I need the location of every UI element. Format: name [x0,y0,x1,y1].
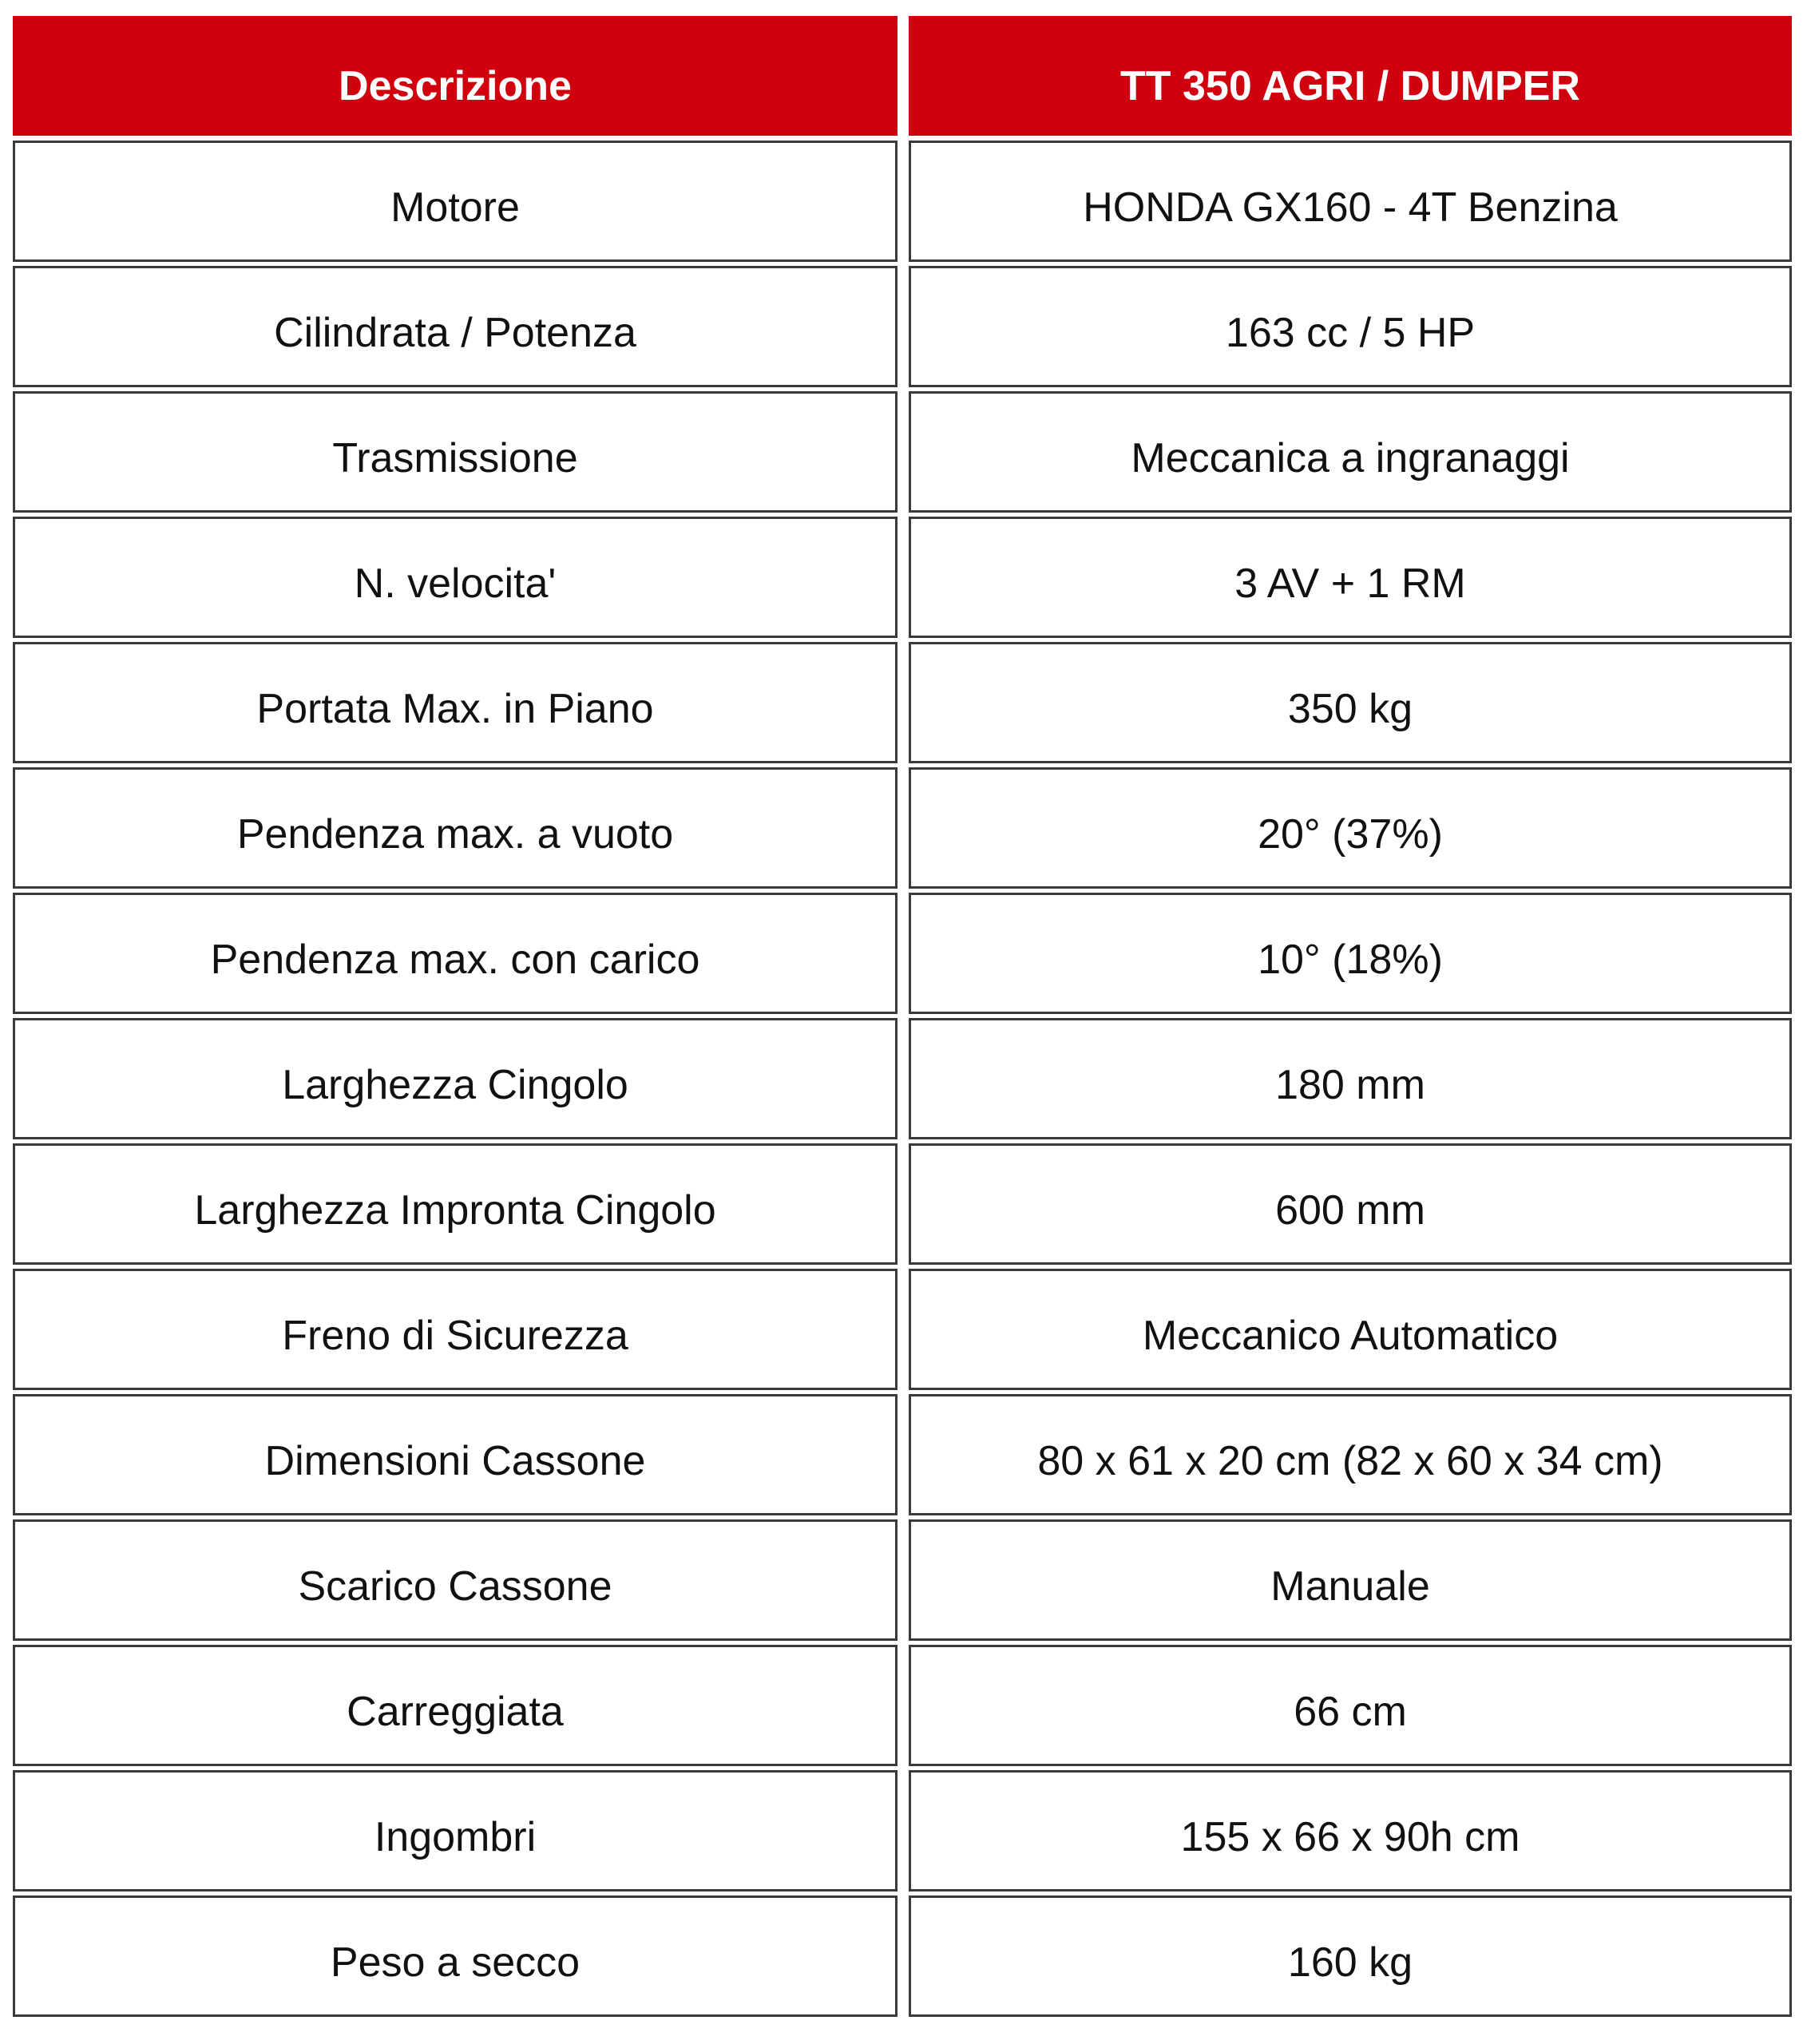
row-label: Motore [13,141,898,262]
row-label: Pendenza max. a vuoto [13,767,898,889]
row-label: Portata Max. in Piano [13,642,898,763]
header-description: Descrizione [13,16,898,136]
row-value: Manuale [909,1519,1792,1641]
row-value: 350 kg [909,642,1792,763]
row-label: Freno di Sicurezza [13,1269,898,1390]
row-label: Trasmissione [13,391,898,513]
header-model: TT 350 AGRI / DUMPER [909,16,1792,136]
row-label: N. velocita' [13,517,898,638]
row-value: 3 AV + 1 RM [909,517,1792,638]
row-value: HONDA GX160 - 4T Benzina [909,141,1792,262]
row-label: Scarico Cassone [13,1519,898,1641]
row-value: 20° (37%) [909,767,1792,889]
row-value: Meccanica a ingranaggi [909,391,1792,513]
row-value: 10° (18%) [909,893,1792,1014]
row-label: Cilindrata / Potenza [13,266,898,387]
row-label: Peso a secco [13,1895,898,2017]
row-label: Larghezza Cingolo [13,1018,898,1139]
row-label: Carreggiata [13,1645,898,1766]
row-value: 66 cm [909,1645,1792,1766]
row-label: Pendenza max. con carico [13,893,898,1014]
row-label: Ingombri [13,1770,898,1891]
row-value: 80 x 61 x 20 cm (82 x 60 x 34 cm) [909,1394,1792,1515]
row-value: 160 kg [909,1895,1792,2017]
row-label: Dimensioni Cassone [13,1394,898,1515]
row-value: 155 x 66 x 90h cm [909,1770,1792,1891]
row-value: 600 mm [909,1143,1792,1265]
row-value: 180 mm [909,1018,1792,1139]
row-value: 163 cc / 5 HP [909,266,1792,387]
row-value: Meccanico Automatico [909,1269,1792,1390]
row-label: Larghezza Impronta Cingolo [13,1143,898,1265]
